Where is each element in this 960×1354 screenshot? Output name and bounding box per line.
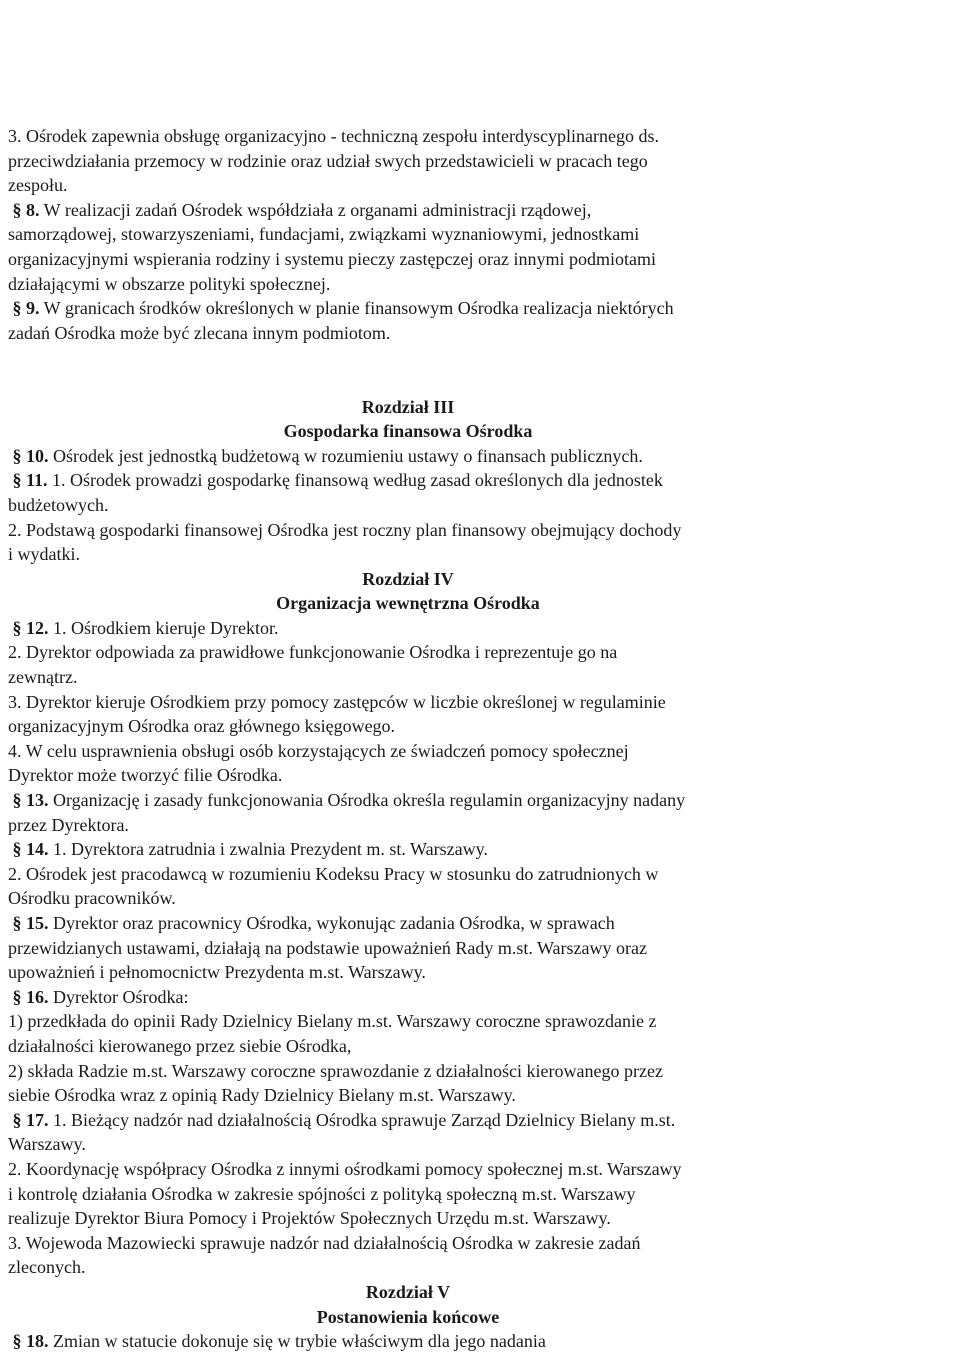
- text-line: realizuje Dyrektor Biura Pomocy i Projektów Społecznych Urzędu m.st. Warszawy.: [8, 1208, 611, 1229]
- paragraph-8: [8, 198, 808, 223]
- statute-text: [8, 124, 808, 1354]
- text-line: 1) przedkłada do opinii Rady Dzielnicy Bielany m.st. Warszawy coroczne sprawozdanie z: [8, 1011, 657, 1032]
- text-line: organizacyjnymi wspierania rodziny i systemu pieczy zastępczej oraz innymi podmiotami: [8, 248, 656, 269]
- text-line: zespołu.: [8, 175, 68, 196]
- paragraph-number: § 17.: [12, 1109, 49, 1130]
- text-line: zadań Ośrodka może być zlecana innym podmiotom.: [8, 322, 391, 343]
- paragraph-12: [8, 616, 808, 641]
- chapter-4-subtitle: Organizacja wewnętrzna Ośrodka: [276, 593, 540, 614]
- chapter-3-title: Rozdział III: [361, 396, 455, 417]
- chapter-4-title: Rozdział IV: [362, 568, 454, 589]
- paragraph-number: § 10.: [12, 445, 49, 466]
- paragraph-14: [8, 837, 808, 862]
- paragraph-10: [8, 444, 808, 469]
- paragraph-number: § 15.: [12, 913, 49, 933]
- text-line: upoważnień i pełnomocnictw Prezydenta m.st. Warszawy.: [8, 962, 426, 983]
- text-line: przeciwdziałania przemocy w rodzinie oraz udział swych przedstawicieli w pracach tego: [8, 150, 648, 171]
- paragraph-9: [8, 296, 808, 321]
- paragraph-text: Ośrodek jest jednostką budżetową w rozumieniu ustawy o finansach publicznych.: [48, 445, 643, 466]
- paragraph-text: 1. Dyrektora zatrudnia i zwalnia Prezydent m. st. Warszawy.: [48, 839, 488, 860]
- paragraph-16: [8, 985, 808, 1010]
- paragraph-text: 1. Ośrodek prowadzi gospodarkę finansową według zasad określonych dla jednostek: [47, 470, 663, 491]
- text-line: samorządowej, stowarzyszeniami, fundacjami, związkami wyznaniowymi, jednostkami: [8, 224, 640, 245]
- paragraph-number: § 16.: [12, 986, 49, 1007]
- text-line: 3. Dyrektor kieruje Ośrodkiem przy pomocy zastępców w liczbie określonej w regulaminie: [8, 691, 666, 712]
- text-line: 3. Wojewoda Mazowiecki sprawuje nadzór nad działalnością Ośrodka w zakresie zadań: [8, 1232, 641, 1253]
- paragraph-text: Dyrektor Ośrodka:: [48, 986, 189, 1007]
- paragraph-number: § 8.: [12, 199, 40, 220]
- paragraph-text: Zmian w statucie dokonuje się w trybie właściwym dla jego nadania: [48, 1331, 546, 1352]
- text-line: 4. W celu usprawnienia obsługi osób korzystających ze świadczeń pomocy społecznej: [8, 740, 629, 761]
- text-line: 2. Ośrodek jest pracodawcą w rozumieniu Kodeksu Pracy w stosunku do zatrudnionych w: [8, 863, 659, 884]
- paragraph-number: § 18.: [12, 1331, 49, 1352]
- text-line: 2. Podstawą gospodarki finansowej Ośrodka jest roczny plan finansowy obejmujący dochody: [8, 519, 682, 540]
- text-line: zleconych.: [8, 1257, 86, 1278]
- paragraph-number: § 14.: [12, 839, 49, 860]
- text-line: Warszawy.: [8, 1134, 86, 1155]
- text-line: Dyrektor może tworzyć filie Ośrodka.: [8, 765, 283, 786]
- text-line: 2. Dyrektor odpowiada za prawidłowe funkcjonowanie Ośrodka i reprezentuje go na: [8, 642, 618, 663]
- text-line: i wydatki.: [8, 544, 80, 565]
- paragraph-13: [8, 788, 808, 813]
- text-line: przez Dyrektora.: [8, 814, 129, 835]
- text-line: Ośrodku pracowników.: [8, 888, 176, 909]
- paragraph-text: 1. Ośrodkiem kieruje Dyrektor.: [48, 617, 279, 638]
- paragraph-number: § 13.: [12, 790, 49, 811]
- text-line: 3. Ośrodek zapewnia obsługę organizacyjno - techniczną zespołu interdyscyplinarnego ds.: [8, 126, 659, 146]
- text-line: zewnątrz.: [8, 667, 78, 688]
- text-line: działającymi w obszarze polityki społecznej.: [8, 273, 331, 294]
- chapter-5-title: Rozdział V: [365, 1281, 451, 1302]
- chapter-5-subtitle: Postanowienia końcowe: [316, 1306, 500, 1327]
- paragraph-text: 1. Bieżący nadzór nad działalnością Ośrodka sprawuje Zarząd Dzielnicy Bielany m.st.: [48, 1109, 676, 1130]
- paragraph-number: § 9.: [12, 298, 40, 319]
- paragraph-number: § 12.: [12, 617, 49, 638]
- paragraph-text: W realizacji zadań Ośrodek współdziała z organami administracji rządowej,: [39, 199, 592, 220]
- spacer: [8, 345, 808, 394]
- paragraph-15: [8, 911, 808, 936]
- text-line: i kontrolę działania Ośrodka w zakresie spójności z polityką społeczną m.st. Warszawy: [8, 1183, 636, 1204]
- text-line: siebie Ośrodka wraz z opinią Rady Dzielnicy Bielany m.st. Warszawy.: [8, 1085, 516, 1106]
- text-line: organizacyjnym Ośrodka oraz głównego księgowego.: [8, 716, 396, 737]
- text-line: budżetowych.: [8, 494, 109, 515]
- paragraph-11: [8, 468, 808, 493]
- chapter-3-subtitle: Gospodarka finansowa Ośrodka: [283, 421, 533, 442]
- paragraph-18: [8, 1329, 808, 1354]
- text-line: przewidzianych ustawami, działają na podstawie upoważnień Rady m.st. Warszawy oraz: [8, 937, 647, 958]
- paragraph-number: § 11.: [12, 470, 48, 491]
- paragraph-17: [8, 1108, 808, 1133]
- text-line: 2. Koordynację współpracy Ośrodka z innymi ośrodkami pomocy społecznej m.st. Warszawy: [8, 1158, 682, 1179]
- paragraph-text: Dyrektor oraz pracownicy Ośrodka, wykonując zadania Ośrodka, w sprawach: [48, 913, 615, 933]
- text-line: 2) składa Radzie m.st. Warszawy coroczne sprawozdanie z działalności kierowanego przez: [8, 1060, 663, 1081]
- paragraph-text: W granicach środków określonych w planie finansowym Ośrodka realizacja niektórych: [39, 298, 674, 319]
- paragraph-text: Organizację i zasady funkcjonowania Ośrodka określa regulamin organizacyjny nadany: [48, 790, 686, 811]
- text-line: działalności kierowanego przez siebie Ośrodka,: [8, 1035, 352, 1056]
